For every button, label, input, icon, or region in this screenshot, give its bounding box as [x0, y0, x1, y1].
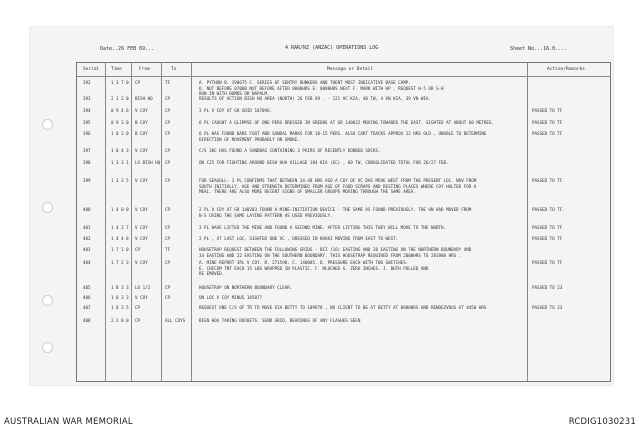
- action-cell: PASSED TO TF: [532, 131, 563, 136]
- serial-cell: 393: [83, 96, 91, 101]
- from-cell: V COY: [135, 295, 148, 300]
- serial-cell: 401: [83, 225, 91, 230]
- serial-cell: 397: [83, 148, 91, 153]
- serial-cell: 400: [83, 207, 91, 212]
- action-cell: PASSED TO TF: [532, 108, 563, 113]
- time-cell: 1 7 1 0: [111, 247, 129, 252]
- action-cell: PASSED TO 23: [532, 285, 563, 290]
- from-cell: CP: [135, 247, 141, 252]
- message-cell: [199, 247, 529, 258]
- action-cell: PASSED TO TF: [532, 260, 563, 265]
- time-cell: 1 8 3 3: [111, 295, 129, 300]
- message-cell: [199, 295, 529, 301]
- message-line: HOUSETRAP REQUEST BETWEEN THE FOLLOWING GRIDS - BII (16) EASTING AND 20 EASTING ON THE NORTHERN BOUNDARY AND: [199, 247, 472, 252]
- from-cell: CP: [135, 80, 141, 85]
- column-header-message: Message or Detail: [327, 67, 374, 72]
- footer-reference: RCDIG1030231: [568, 417, 636, 427]
- time-cell: 1 3 3 1: [111, 160, 129, 165]
- to-cell: CP: [165, 108, 171, 113]
- message-line: A. PYTHON B. 190675 C. SERIES OF SENTRY BUNKERS AND THENT MOST INDICATIVE BASE CAMP.: [199, 80, 411, 85]
- message-line: DIRECTION OF MOVEMENT PROBABLY ON SMOKE.: [199, 136, 300, 142]
- from-cell: V COY: [135, 178, 148, 183]
- action-cell: PASSED TO TF.: [532, 178, 565, 183]
- punch-hole: [42, 202, 53, 213]
- from-cell: V COY: [135, 108, 148, 113]
- to-cell: CP: [165, 131, 171, 136]
- serial-cell: 392: [83, 80, 91, 85]
- column-divider: [131, 63, 132, 381]
- sheet-number: Sheet No...16.0....: [510, 46, 568, 52]
- message-cell: [199, 120, 529, 126]
- from-cell: V COY: [135, 260, 148, 265]
- punch-hole: [42, 295, 53, 306]
- column-divider: [161, 63, 162, 381]
- serial-cell: 403: [83, 247, 91, 252]
- time-cell: 1 0 3 0: [111, 131, 129, 136]
- message-line: 3 PL HAVE LIFTED THE MINE AND FOUND A SECOND MINE. AFTER LIFTING THIS THEY WILL MOVE TO THE NORTH.: [199, 225, 447, 230]
- time-cell: 1 0 4 3: [111, 148, 129, 153]
- serial-cell: 395: [83, 120, 91, 125]
- time-cell: 1 4 4 8: [111, 236, 129, 241]
- serial-cell: 402: [83, 236, 91, 241]
- from-cell: B COY: [135, 131, 148, 136]
- operations-log-table: [76, 62, 611, 382]
- log-title: 4 RAR/NZ (ANZAC) OPERATIONS LOG: [285, 45, 379, 51]
- time-cell: 1 3 7 0: [111, 80, 129, 85]
- to-cell: TF: [165, 247, 171, 252]
- to-cell: CP: [165, 120, 171, 125]
- to-cell: CP: [165, 285, 171, 290]
- column-header-to: To: [171, 67, 177, 72]
- serial-cell: 399: [83, 178, 91, 183]
- to-cell: CP: [165, 207, 171, 212]
- message-line: 3 PL V COY AT GR GRID 187096.: [199, 108, 273, 113]
- message-cell: [199, 225, 529, 231]
- from-cell: CP: [135, 318, 141, 323]
- time-cell: 1 4 0 0: [111, 207, 129, 212]
- message-line: UN LOC V COY MINUS 185077: [199, 295, 263, 300]
- message-line: RE EMOVED.: [199, 271, 225, 276]
- message-cell: [199, 236, 529, 242]
- message-line: N-S USING THE SAME LAYING PATTERN AS USED PREVIOUSLY.: [199, 212, 333, 218]
- column-header-serial: Serial: [83, 67, 100, 72]
- footer-institution: AUSTRALIAN WAR MEMORIAL: [4, 417, 133, 427]
- message-line: REQUEST ONE C/S OF TR TO MOVE VIA BETTY TO 109978 , NO CLIENT TO BE AT BETTY AT 0800HRS AND RENDEZVOUS AT 4450 HRS: [199, 305, 487, 310]
- log-sheet: [30, 27, 613, 385]
- to-cell: CP: [165, 295, 171, 300]
- message-cell: [199, 80, 529, 97]
- from-cell: LO BISH HQ: [135, 160, 161, 165]
- message-line: ON C25 FOR FIGHTING AROUND BISH HUA VILLAGE 104 KIA (EC) , 60 TW, CONSOLIDATED TOTAL FOR 26/27 FEB.: [199, 160, 449, 165]
- message-line: SOUTH INITIALLY, AGE AND STRENGTH DETERMINED FROM AGE OF FOOD SCRAPS AND RESTING PLACES WHERE COY HALTED FOR A: [199, 183, 477, 189]
- column-header-time: Time: [111, 67, 122, 72]
- to-cell: CP: [165, 160, 171, 165]
- punch-hole: [42, 342, 53, 353]
- message-cell: [199, 260, 529, 277]
- serial-cell: 398: [83, 160, 91, 165]
- message-line: 2 PL , AT LAST LOC, SIGHTED ONE VC , DRESSED IN KHAKI MOVING FROM EAST TO WEST.: [199, 236, 399, 241]
- time-cell: 1 7 2 3: [111, 260, 129, 265]
- from-cell: B COY: [135, 120, 148, 125]
- serial-cell: 396: [83, 131, 91, 136]
- message-line: A. MINE REPORT 3PL V COY. B. 271598. C. 140085. D. PRESSURE EACH WITH TWO SWITCHES.: [199, 260, 409, 265]
- serial-cell: 407: [83, 305, 91, 310]
- message-cell: [199, 148, 529, 154]
- to-cell: CP: [165, 148, 171, 153]
- time-cell: 0 9 4 6: [111, 108, 129, 113]
- time-cell: 1 8 3 5: [111, 305, 129, 310]
- message-line: RUN IN WITH BOMBS OR NAPALM.: [199, 91, 270, 96]
- time-cell: 2 2 2 0: [111, 96, 129, 101]
- time-cell: 1 4 2 7: [111, 225, 129, 230]
- message-line: 6 PL CAUGHT A GLIMPSE OF ONE PERS DRESSED IN GREENS AT GR 140032 MOVING TOWARDS THE EAST. SIGHTED AT ABOUT 60 METRES.: [199, 120, 494, 125]
- column-divider: [105, 63, 106, 381]
- from-cell: V COY: [135, 236, 148, 241]
- to-cell: CP: [165, 225, 171, 230]
- action-cell: PASSED TO TF: [532, 236, 563, 241]
- message-line: MEAL. THERE ARE ALSO MORE RECENT SIGNS OF SMALLER GROUPS MOVING THROUGH THE SAME AREA.: [199, 189, 416, 194]
- action-cell: PASSED TO TF: [532, 120, 563, 125]
- time-cell: 1 3 3 5: [111, 178, 129, 183]
- from-cell: V COY: [135, 207, 148, 212]
- from-cell: CP: [135, 305, 141, 310]
- message-line: C/S 30C HAS FOUND A SANDBAG CONTAINING 3 PAIRS OF RECENTLY DOBBED SOCKS.: [199, 148, 381, 153]
- to-cell: CP: [165, 96, 171, 101]
- column-divider: [191, 63, 192, 381]
- message-cell: [199, 285, 529, 291]
- message-cell: [199, 318, 529, 324]
- action-cell: PASSED TO TF.: [532, 207, 565, 212]
- from-cell: BISH HQ: [135, 96, 153, 101]
- message-line: E. CHICOM TNT EACH 15 LBS WRAPPED IN PLASTIC. F. MLOCHED G. ZERO INCHES. J. BOTH PULLED AND: [199, 265, 429, 271]
- from-cell: V COY: [135, 225, 148, 230]
- message-cell: [199, 178, 529, 195]
- from-cell: V COY: [135, 148, 148, 153]
- message-line: BIEN HOA TAKING ROCKETS. SEND GRID, BEARINGS OF ANY FLASHES SEEN: [199, 318, 361, 323]
- log-date: Date..26 FEB 69...: [100, 46, 155, 52]
- message-cell: [199, 96, 529, 102]
- to-cell: CP: [165, 178, 171, 183]
- message-cell: [199, 305, 529, 311]
- serial-cell: 405: [83, 285, 91, 290]
- serial-cell: 408: [83, 318, 91, 323]
- message-line: 2 PL V COY AT GR 140283 FOUND A MINE-INITIATION DEVICE - THE SAME AS FOUND PREVIOUSLY. THE UN HAD MOVED FROM: [199, 207, 472, 212]
- message-line: D. NOT BEFORE 07000 NOT BEFORE AFTER 0800HRS E. 0800HRS NEXT F. MARK WITH HP . REQUEST H-5 OR S-H: [199, 85, 444, 91]
- time-cell: 0 9 3 0: [111, 120, 129, 125]
- time-cell: 1 8 3 3: [111, 285, 129, 290]
- serial-cell: 404: [83, 260, 91, 265]
- column-header-action: Action/Remarks: [547, 67, 585, 72]
- time-cell: 2 2 0 0: [111, 318, 129, 323]
- message-line: 6 PL HAS FOUND BARE FOOT AND SANDAL MARKS FOR 10-15 PERS. ALSO CART TRACKS APPROX 12 HRS OLD , UNABLE TO DETERMINE: [199, 131, 487, 136]
- punch-hole: [42, 119, 53, 130]
- message-line: 34 EASTING AND 22 EASTING ON THE SOUTHERN BOUNDARY. THIS HOUSETRAP REQUIRED FROM 2000HRS TO 281900 HRS .: [199, 252, 462, 258]
- header-divider: [77, 76, 610, 77]
- action-cell: PASSED TO 23: [532, 305, 563, 310]
- action-cell: PASSED TO TF: [532, 225, 563, 230]
- serial-cell: 394: [83, 108, 91, 113]
- from-cell: LO 1/2: [135, 285, 151, 290]
- message-cell: [199, 160, 529, 166]
- to-cell: CP: [165, 236, 171, 241]
- serial-cell: 406: [83, 295, 91, 300]
- message-line: FOR SEAGULL- 3 PL CONFIRMS THAT BETWEEN 24-48 HRS AGO A COY OF VC DAS MOVE WEST FROM THE PRESENT LOC. NOV FROM: [199, 178, 477, 183]
- message-line: HOUSETRAP ON NORTHERN BOUNDARY CLEAR.: [199, 285, 293, 290]
- message-cell: [199, 131, 529, 142]
- to-cell: ALL COYS: [165, 318, 186, 323]
- to-cell: TF: [165, 80, 171, 85]
- message-cell: [199, 207, 529, 218]
- message-cell: [199, 108, 529, 114]
- to-cell: CP: [165, 260, 171, 265]
- column-header-from: From: [139, 67, 150, 72]
- message-line: RESULTS OF ACTION BISH HQ AREA (NORTH) 26 FEB 69 . - 121 VC KIA, 40 TW, 4 VN KIA, 39 VN WIA.: [199, 96, 431, 101]
